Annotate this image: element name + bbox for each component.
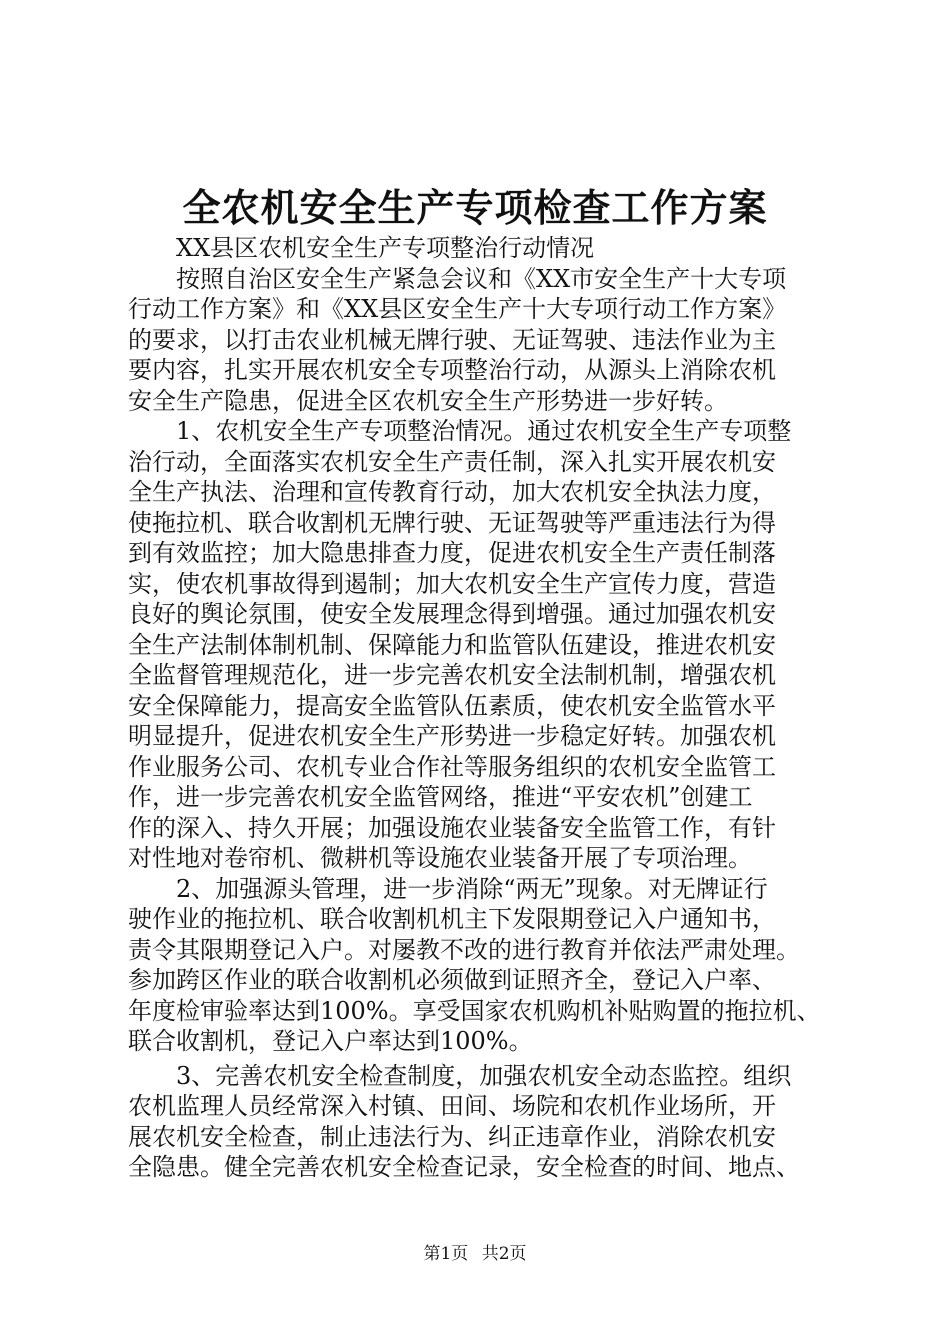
- body-line: 实，使农机事故得到遏制；加大农机安全生产宣传力度，营造: [128, 569, 776, 598]
- body-line: 年度检审验率达到100%。享受国家农机购机补贴购置的拖拉机、: [128, 996, 821, 1025]
- page-footer: [0, 1242, 950, 1266]
- body-line: 全监督管理规范化，进一步完善农机安全法制机制，增强农机: [128, 661, 776, 689]
- page-number: 第1页: [423, 1244, 469, 1264]
- body-line: XX县区农机安全生产专项整治行动情况: [128, 234, 595, 262]
- body-line: 到有效监控；加大隐患排查力度，促进农机安全生产责任制落: [128, 539, 776, 567]
- document-title: 全农机安全生产专项检查工作方案: [182, 185, 768, 230]
- body-line: 作的深入、持久开展；加强设施农业装备安全监管工作，有针: [128, 813, 776, 842]
- body-line: 责令其限期登记入户。对屡教不改的进行教育并依法严肃处理。: [128, 935, 800, 964]
- body-line: 作业服务公司、农机专业合作社等服务组织的农机安全监管工: [128, 752, 776, 781]
- body-line: 驶作业的拖拉机、联合收割机机主下发限期登记入户通知书，: [128, 905, 776, 933]
- body-line: 1、农机安全生产专项整治情况。通过农机安全生产专项整: [128, 417, 792, 445]
- body-line: 按照自治区安全生产紧急会议和《XX市安全生产十大专项: [128, 264, 787, 293]
- body-line: 联合收割机，登记入户率达到100%。: [128, 1027, 533, 1055]
- document-body: [128, 233, 828, 1183]
- body-line: 良好的舆论氛围，使安全发展理念得到增强。通过加强农机安: [128, 600, 776, 628]
- body-line: 安全生产隐患，促进全区农机安全生产形势进一步好转。: [128, 386, 728, 415]
- body-line: 全生产执法、治理和宣传教育行动，加大农机安全执法力度，: [128, 478, 776, 506]
- body-line: 的要求，以打击农业机械无牌行驶、无证驾驶、违法作业为主: [128, 325, 776, 354]
- body-line: 对性地对卷帘机、微耕机等设施农业装备开展了专项治理。: [128, 844, 752, 872]
- body-line: 3、完善农机安全检查制度，加强农机安全动态监控。组织: [128, 1061, 792, 1090]
- body-line: 2、加强源头管理，进一步消除“两无”现象。对无牌证行: [128, 874, 768, 903]
- body-line: 明显提升，促进农机安全生产形势进一步稳定好转。加强农机: [128, 722, 776, 750]
- body-line: 安全保障能力，提高安全监管队伍素质，使农机安全监管水平: [128, 691, 776, 720]
- body-line: 行动工作方案》和《XX县区安全生产十大专项行动工作方案》: [128, 295, 787, 323]
- body-line: 农机监理人员经常深入村镇、田间、场院和农机作业场所，开: [128, 1092, 776, 1120]
- body-line: 使拖拉机、联合收割机无牌行驶、无证驾驶等严重违法行为得: [128, 508, 776, 537]
- body-line: 作，进一步完善农机安全监管网络，推进“平安农机”创建工: [128, 783, 753, 811]
- body-line: 参加跨区作业的联合收割机必须做到证照齐全，登记入户率、: [128, 966, 776, 994]
- body-line: 全隐患。健全完善农机安全检查记录，安全检查的时间、地点、: [128, 1153, 800, 1181]
- body-line: 治行动，全面落实农机安全生产责任制，深入扎实开展农机安: [128, 447, 776, 476]
- body-line: 全生产法制体制机制、保障能力和监管队伍建设，推进农机安: [128, 630, 776, 659]
- body-line: 要内容，扎实开展农机安全专项整治行动，从源头上消除农机: [128, 356, 776, 384]
- page-total: 共2页: [481, 1244, 527, 1264]
- body-line: 展农机安全检查，制止违法行为、纠正违章作业，消除农机安: [128, 1122, 776, 1151]
